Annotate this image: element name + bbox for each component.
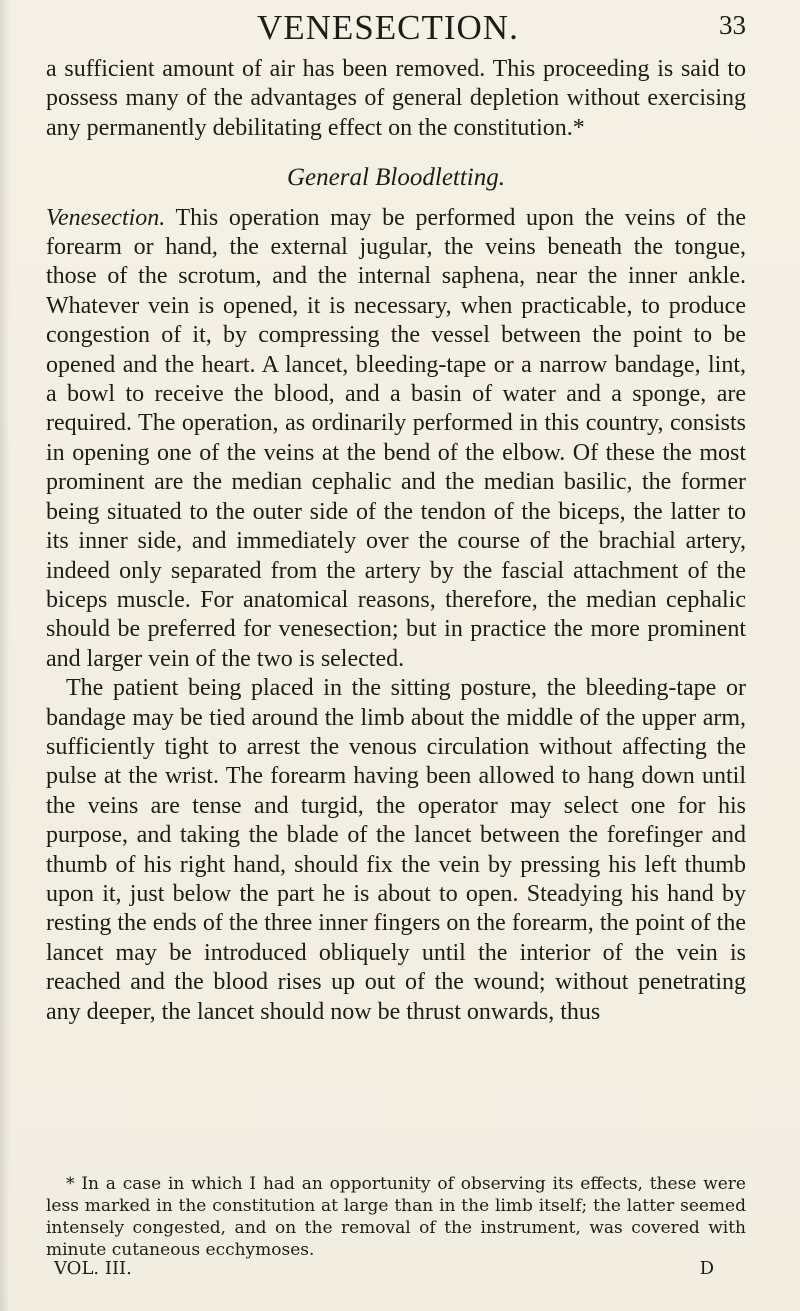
page-number: 33 <box>719 10 746 40</box>
paragraph-label: Venesection. <box>46 204 166 231</box>
section-heading: General Bloodletting. <box>286 164 506 192</box>
signature-mark: D <box>699 1258 714 1279</box>
intro-paragraph: a sufficient amount of air has been removed. This proceeding is said to possess many of the advantages of general depletion without exercising any permanently debilitating effect on the constitution.* <box>46 56 746 141</box>
procedure-paragraph: The patient being placed in the sitting posture, the bleeding-tape or bandage may be tied around the limb about the middle of the upper arm, sufficiently tight to arrest the venous circulation without affecting the pulse at the wrist. The forearm having been allowed to hang down until the veins are tense and turgid, the operator may select one for his purpose, and taking the blade of the lancet between the forefinger and thumb of his right hand, should fix the vein by pressing his left thumb upon it, just below the part he is about to open. Steadying his hand by resting the ends of the three inner fingers on the forearm, the point of the lancet may be introduced obliquely until the interior of the vein is reached and the blood rises up out of the wound; without penetrating any deeper, the lancet should now be thrust onwards, thus <box>46 675 746 1025</box>
main-text <box>46 55 746 1027</box>
volume-label: VOL. III. <box>54 1258 132 1279</box>
running-title: VENESECTION. <box>257 8 519 47</box>
venesection-paragraph <box>46 204 746 675</box>
footnote <box>46 1173 746 1261</box>
page-edge-shadow <box>0 0 10 1311</box>
paragraph-text: This operation may be performed upon the veins of the forearm or hand, the external jugular, the veins beneath the tongue, those of the scrotum, and the internal saphena, near the inner ankle. Whatever vein is opened, it is necessary, when practicable, to produce congestion of it, by compressing the vessel between the point to be opened and the heart. A lancet, bleeding-tape or a narrow bandage, lint, a bowl to receive the blood, and a basin of water and a sponge, are required. The operation, as ordinarily performed in this country, consists in opening one of the veins at the bend of the elbow. Of these the most prominent are the median cephalic and the median basilic, the former being situated to the outer side of the tendon of the biceps, the latter to its inner side, and immediately over the course of the brachial artery, indeed only separated from the artery by the fascial attachment of the biceps muscle. For anatomical reasons, therefore, the median cephalic should be preferred for venesection; but in practice the more prominent and larger vein of the two is selected. <box>46 204 746 672</box>
footnote-text: * In a case in which I had an opportunity of observing its effects, these were less marked in the constitution at large than in the limb itself; the latter seemed intensely congested, and on the removal of the instrument, was covered with minute cutaneous ecchymoses. <box>46 1174 746 1260</box>
page-footer <box>54 1258 714 1282</box>
running-head <box>0 8 800 50</box>
